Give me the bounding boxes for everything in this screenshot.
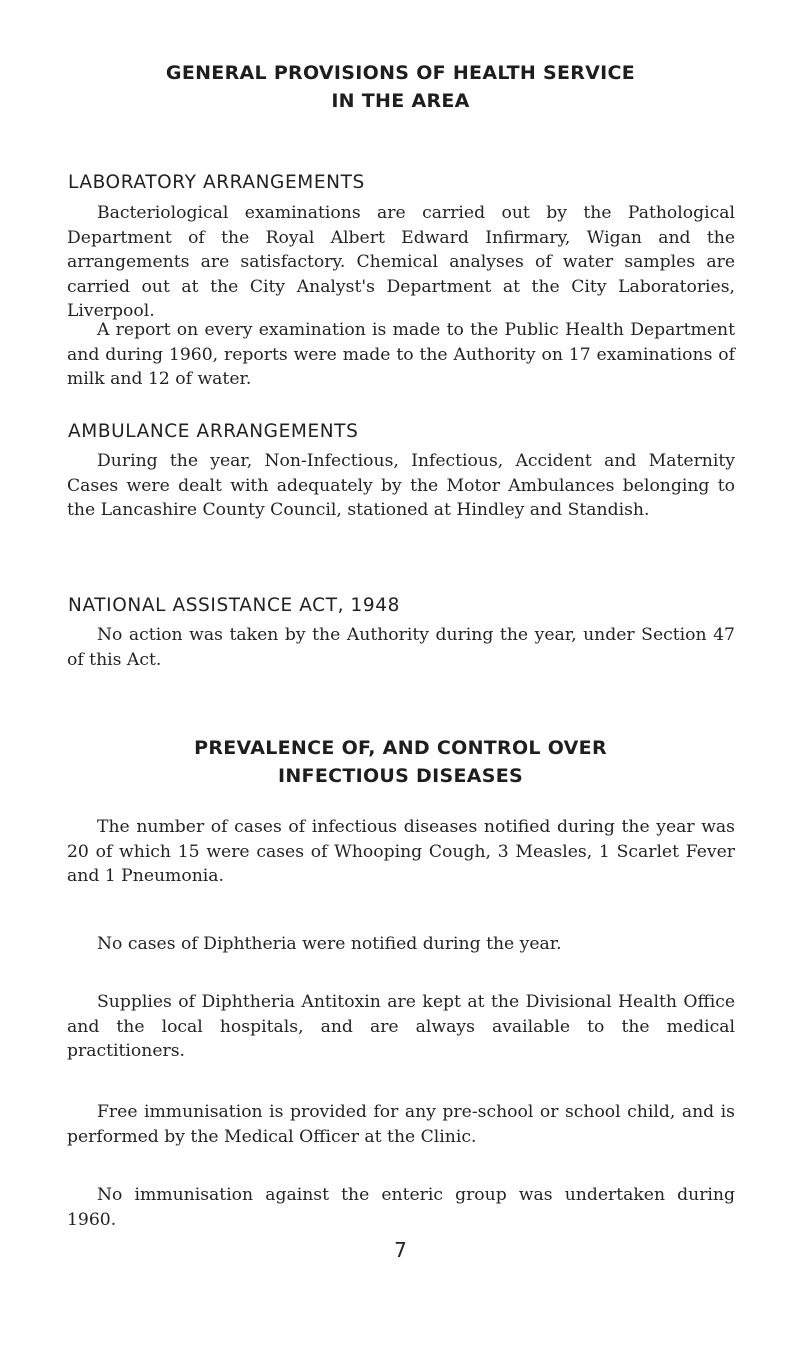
laboratory-heading: LABORATORY ARRANGEMENTS: [68, 172, 365, 193]
prevalence-paragraph-2: No cases of Diphtheria were notified during the year.: [97, 934, 562, 954]
prevalence-paragraph-3: Supplies of Diphtheria Antitoxin are kept at the Divisional Health Office and the local hospitals, and are always available to the medical practitioners.: [67, 992, 735, 1061]
laboratory-paragraph-2: A report on every examination is made to the Public Health Department and during 1960, reports were made to the Authority on 17 examinations of milk and 12 of water.: [67, 320, 735, 389]
national-assistance-paragraph-1: No action was taken by the Authority during the year, under Section 47 of this Act.: [67, 625, 735, 670]
laboratory-paragraph-1: Bacteriological examinations are carried out by the Pathological Department of the Royal Albert Edward Infirmary, Wigan and the arrangements are satisfactory. Chemical analyses of water samples are carried out at the City Analyst's Department at the City Laboratories, Liverpool.: [67, 203, 735, 321]
document-title-line-2: IN THE AREA: [331, 90, 470, 112]
prevalence-paragraph-1: The number of cases of infectious diseases notified during the year was 20 of which 15 were cases of Whooping Cough, 3 Measles, 1 Scarlet Fever and 1 Pneumonia.: [67, 817, 735, 886]
document-title-line-1: GENERAL PROVISIONS OF HEALTH SERVICE: [165, 62, 636, 84]
prevalence-paragraph-5: No immunisation against the enteric group was undertaken during 1960.: [67, 1185, 735, 1230]
ambulance-heading: AMBULANCE ARRANGEMENTS: [68, 421, 359, 442]
prevalence-paragraph-4: Free immunisation is provided for any pre-school or school child, and is performed by the Medical Officer at the Clinic.: [67, 1102, 735, 1147]
prevalence-heading-line-1: PREVALENCE OF, AND CONTROL OVER: [194, 737, 607, 759]
ambulance-paragraph-1: During the year, Non-Infectious, Infectious, Accident and Maternity Cases were dealt with adequately by the Motor Ambulances belonging to the Lancashire County Council, stationed at Hindley and Standish.: [67, 451, 735, 520]
prevalence-heading-line-2: INFECTIOUS DISEASES: [277, 765, 524, 787]
national-assistance-heading: NATIONAL ASSISTANCE ACT, 1948: [68, 595, 401, 616]
page-number: 7: [394, 1238, 407, 1262]
